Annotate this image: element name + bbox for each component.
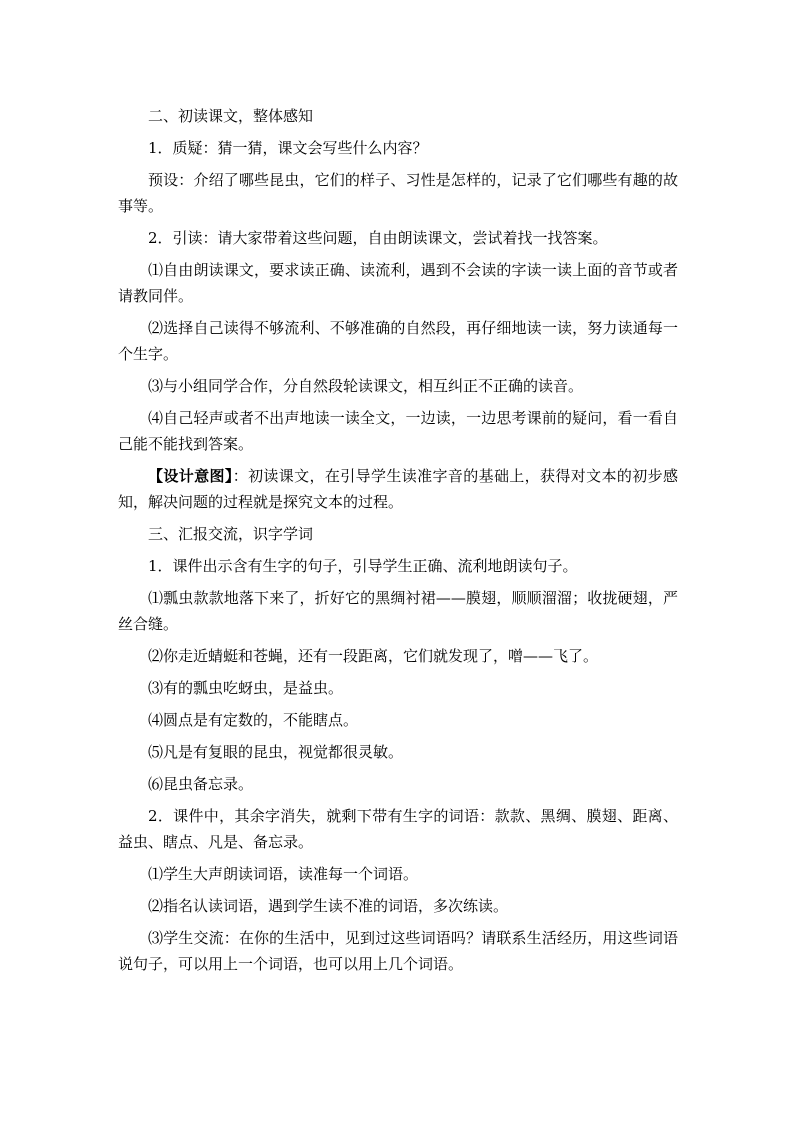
document-body: [118, 103, 678, 983]
paragraph: ⑶与小组同学合作，分自然段轮读课文，相互纠正不正确的读音。: [148, 377, 584, 395]
paragraph: 1．质疑：猜一猜，课文会写些什么内容？: [148, 139, 428, 157]
paragraph: 1．课件出示含有生字的句子，引导学生正确、流利地朗读句子。: [148, 557, 578, 575]
paragraph: ⑶有的瓢虫吃蚜虫，是益虫。: [148, 679, 344, 697]
paragraph: 2．引读：请大家带着这些问题，自由朗读课文，尝试着找一找答案。: [148, 229, 608, 247]
section-heading: 二、初读课文，整体感知: [148, 107, 314, 125]
design-intent-text: ：初读课文，在引导学生读准字音的基础上，获得对文本的初步感知，解决问题的过程就是探究文本的过程。: [118, 467, 678, 511]
paragraph: ⑴学生大声朗读词语，读准每一个词语。: [148, 865, 419, 883]
paragraph: ⑶学生交流：在你的生活中，见到过这些词语吗？请联系生活经历，用这些词语说句子，可以用上一个词语，也可以用上几个词语。: [118, 929, 678, 973]
paragraph: 预设：介绍了哪些昆虫，它们的样子、习性是怎样的，记录了它们哪些有趣的故事等。: [118, 171, 678, 215]
section-heading: 三、汇报交流，识字学词: [148, 525, 314, 543]
paragraph: ⑴自由朗读课文，要求读正确、读流利，遇到不会读的字读一读上面的音节或者请教同伴。: [118, 261, 678, 305]
paragraph: ⑴瓢虫款款地落下来了，折好它的黑绸衬裙——膜翅，顺顺溜溜；收拢硬翅，严丝合缝。: [118, 589, 678, 633]
design-intent-paragraph: [118, 463, 678, 515]
paragraph: 2．课件中，其余字消失，就剩下带有生字的词语：款款、黑绸、膜翅、距离、益虫、瞎点、凡是、备忘录。: [118, 807, 678, 851]
paragraph: ⑵你走近蜻蜓和苍蝇，还有一段距离，它们就发现了，噌——飞了。: [148, 647, 599, 665]
paragraph: ⑷自己轻声或者不出声地读一读全文，一边读，一边思考课前的疑问，看一看自己能不能找到答案。: [118, 409, 678, 453]
paragraph: ⑷圆点是有定数的，不能瞎点。: [148, 711, 359, 729]
design-intent-label: 【设计意图】: [148, 467, 233, 485]
paragraph: ⑵指名认读词语，遇到学生读不准的词语，多次练读。: [148, 897, 509, 915]
paragraph: ⑵选择自己读得不够流利、不够准确的自然段，再仔细地读一读，努力读通每一个生字。: [118, 319, 678, 363]
paragraph: ⑸凡是有复眼的昆虫，视觉都很灵敏。: [148, 743, 404, 761]
paragraph: ⑹昆虫备忘录。: [148, 775, 254, 793]
